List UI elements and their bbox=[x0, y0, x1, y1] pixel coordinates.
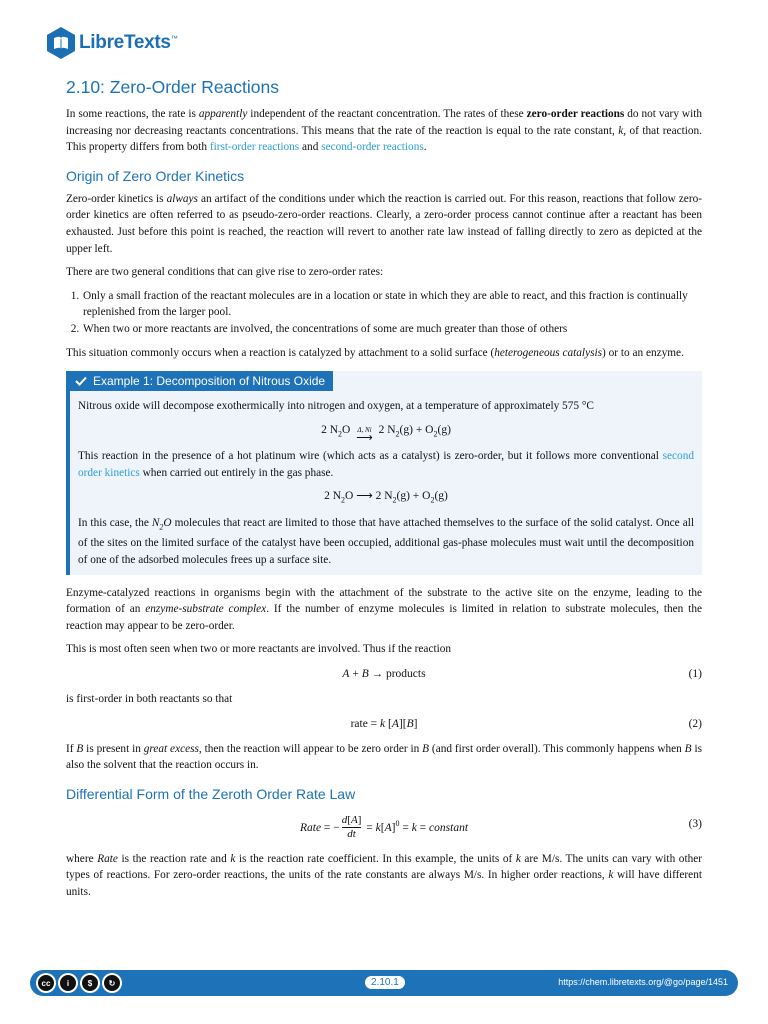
equation-catalyzed: 2 $N_2O$ Δ, Ni ⟶ 2 $N_2(g) + O_2(g)$ bbox=[321, 423, 451, 445]
equation-number: (3) bbox=[688, 817, 702, 830]
excess-paragraph: If B is present in great excess, then the reaction will appear to be zero order in B (and first order overall). This commonly happens when B is also the solvent that the reaction occurs in. bbox=[66, 742, 702, 772]
conditions-intro: There are two general conditions that can give rise to zero-order rates: bbox=[66, 266, 384, 279]
page-content bbox=[66, 76, 702, 907]
license-badge[interactable] bbox=[36, 973, 124, 993]
example-box bbox=[66, 371, 702, 574]
equation-gas-phase: 2 $N_2O$ ⟶ 2 $N_2(g) + O_2(g)$ bbox=[324, 490, 448, 505]
origin-heading: Origin of Zero Order Kinetics bbox=[66, 167, 245, 184]
page-title: 2.10: Zero-Order Reactions bbox=[66, 77, 280, 97]
page-footer bbox=[30, 970, 738, 996]
reactants-paragraph: This is most often seen when two or more reactants are involved. Thus if the reaction bbox=[66, 643, 452, 656]
libretexts-logo[interactable] bbox=[46, 26, 177, 60]
first-order-paragraph: is first-order in both reactants so that bbox=[66, 692, 233, 705]
example-text: This reaction in the presence of a hot platinum wire (which acts as a catalyst) is zero-order, but it follows more conventional second order kinetics when carried out entirely in the gas phase. bbox=[78, 450, 694, 479]
conditions-list bbox=[66, 288, 702, 338]
origin-paragraph: Zero-order kinetics is always an artifact of the conditions under which the reaction is carried out. For this reason, reactions that follow zero-order kinetics are often referred to as pseudo-zero-order reactions. Clearly, a zero-order process cannot continue after a reactant has been exhausted. Just before this point is reached, the reaction will revert to another rate law instead of falling directly to zero as depicted at the upper left. bbox=[66, 192, 702, 255]
enzyme-paragraph: Enzyme-catalyzed reactions in organisms begin with the attachment of the substrate to the active site on the enzyme, leading to the formation of an enzyme-substrate complex. If the number of enzyme molecules is limited in relation to substrate molecules, then the reaction may appear to be zero-order. bbox=[66, 586, 702, 632]
sharealike-icon: ↻ bbox=[104, 975, 120, 991]
list-item: 2. When two or more reactants are involved, the concentrations of some are much greater than those of others bbox=[82, 321, 702, 338]
logo-text: LibreTexts™ bbox=[79, 32, 178, 53]
equation-1: A + B → products (1) bbox=[66, 665, 702, 683]
cc-icon: cc bbox=[38, 975, 54, 991]
first-order-link[interactable]: first-order reactions bbox=[209, 141, 300, 154]
equation-3: Rate = − $\frac{d[A]}{dt}$ = $k[A]^0 = k$ = constant (3) bbox=[66, 809, 702, 843]
second-order-kinetics-link[interactable]: second order kinetics bbox=[78, 450, 694, 479]
intro-paragraph: In some reactions, the rate is apparently independent of the reactant concentration. The rates of these zero-order reactions do not vary with increasing nor decreasing reactants concentrations. This means that the rate of the reaction is equal to the rate constant, k, of that reaction. This property differs from both first-order reactions and second-order reactions. bbox=[66, 108, 702, 154]
libretexts-logo-icon bbox=[46, 26, 76, 60]
checkmark-icon bbox=[75, 375, 87, 387]
equation-number: (2) bbox=[688, 717, 702, 730]
page-url[interactable]: https://chem.libretexts.org/@go/page/1451 bbox=[558, 977, 728, 987]
page-number: 2.10.1 bbox=[365, 976, 405, 989]
catalysis-paragraph: This situation commonly occurs when a reaction is catalyzed by attachment to a solid surface (heterogeneous catalysis) or to an enzyme. bbox=[66, 346, 684, 359]
rate-units-paragraph: where Rate is the reaction rate and k is the reaction rate coefficient. In this example, the units of k are M/s. The units can vary with other types of reactions. For zero-order reactions, the units of the rate constants are always M/s. In higher order reactions, k will have different units. bbox=[66, 852, 703, 898]
differential-heading: Differential Form of the Zeroth Order Rate Law bbox=[66, 785, 356, 802]
attribution-icon: i bbox=[60, 975, 76, 991]
example-text: In this case, the $N_2O$ molecules that react are limited to those that have attached themselves to the surface of the solid catalyst. Once all of the sites on the limited surface of the catalyst have been occupied, additional gas-phase molecules must wait until the decomposition of one of the adsorbed molecules frees up a surface site. bbox=[78, 516, 694, 566]
equation-2: rate = k [A][B] (2) bbox=[66, 715, 702, 733]
example-header[interactable] bbox=[70, 371, 333, 391]
second-order-link[interactable]: second-order reactions bbox=[321, 141, 424, 154]
example-title: Example 1: Decomposition of Nitrous Oxide bbox=[93, 374, 326, 389]
list-item: 1. Only a small fraction of the reactant molecules are in a location or state in which they are able to react, and this fraction is continually replenished from the larger pool. bbox=[82, 288, 702, 321]
example-text: Nitrous oxide will decompose exothermically into nitrogen and oxygen, at a temperature of approximately 575 °C bbox=[78, 400, 594, 413]
equation-number: (1) bbox=[688, 667, 702, 680]
noncommercial-icon: $ bbox=[82, 975, 98, 991]
